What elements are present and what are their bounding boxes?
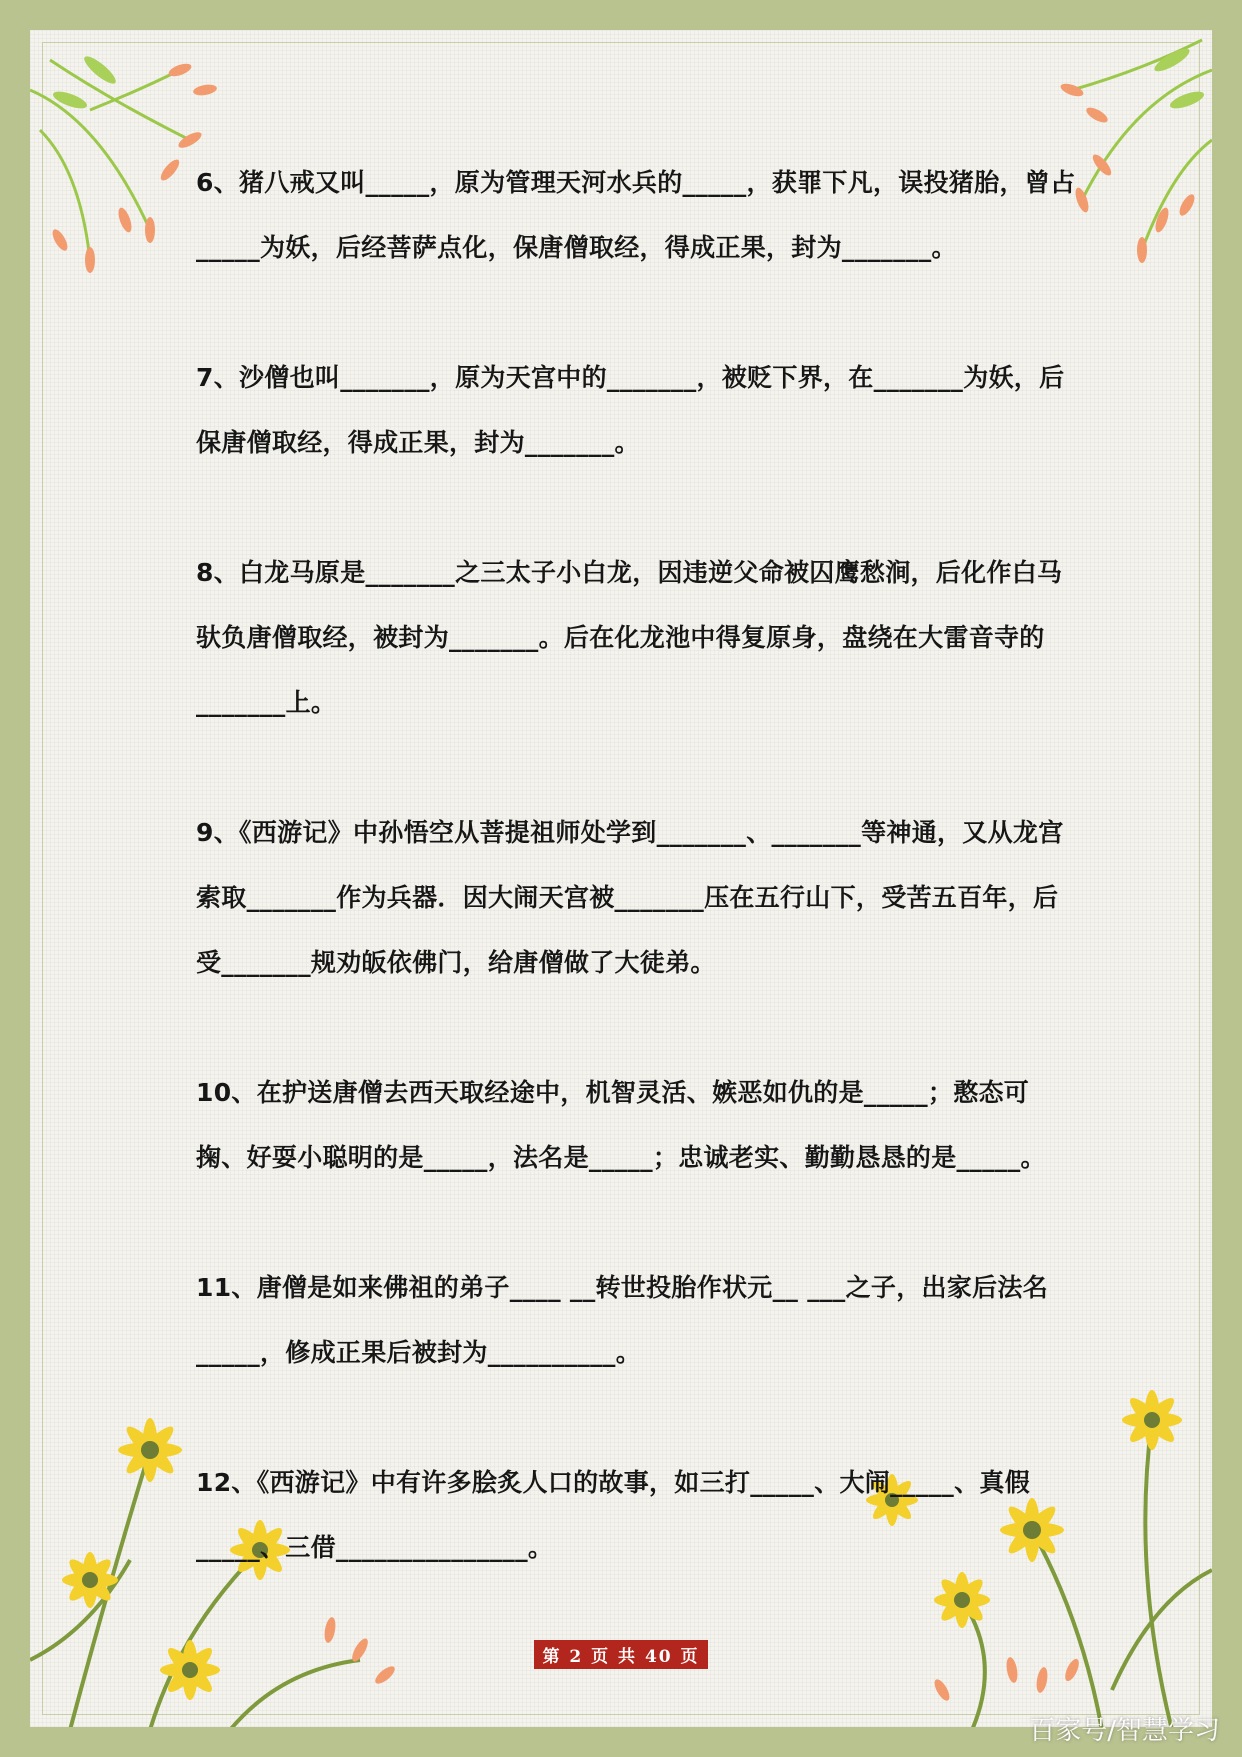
question-list xyxy=(196,150,1076,1645)
question-10: 10、在护送唐僧去西天取经途中，机智灵活、嫉恶如仇的是_____；憨态可掬、好耍小聪明的是_____，法名是_____；忠诚老实、勤勤恳恳的是_____。 xyxy=(196,1078,1046,1172)
watermark-text: 百家号/智慧学习 xyxy=(1029,1716,1220,1746)
question-6: 6、猪八戒又叫_____，原为管理天河水兵的_____，获罪下凡，误投猪胎，曾占_____为妖，后经菩萨点化，保唐僧取经，得成正果，封为_______。 xyxy=(196,168,1076,262)
question-9: 9、《西游记》中孙悟空从菩提祖师处学到_______、_______等神通，又从龙宫索取_______作为兵器．因大闹天宫被_______压在五行山下，受苦五百年，后受_______规劝皈依佛门，给唐僧做了大徒弟。 xyxy=(196,818,1064,977)
question-12: 12、《西游记》中有许多脍炙人口的故事，如三打_____、大闹_____、真假_____、三借_______________。 xyxy=(196,1468,1030,1562)
question-7: 7、沙僧也叫_______，原为天宫中的_______，被贬下界，在_______为妖，后保唐僧取经，得成正果，封为_______。 xyxy=(196,363,1065,457)
document-page xyxy=(30,30,1212,1727)
question-8: 8、白龙马原是_______之三太子小白龙，因违逆父命被囚鹰愁涧，后化作白马驮负唐僧取经，被封为_______。后在化龙池中得复原身，盘绕在大雷音寺的_______上。 xyxy=(196,558,1063,717)
page-footer xyxy=(30,1640,1212,1669)
page-number-label: 第 2 页 共 40 页 xyxy=(534,1640,707,1669)
question-11: 11、唐僧是如来佛祖的弟子____ __转世投胎作状元__ ___之子，出家后法名_____，修成正果后被封为__________。 xyxy=(196,1273,1048,1367)
